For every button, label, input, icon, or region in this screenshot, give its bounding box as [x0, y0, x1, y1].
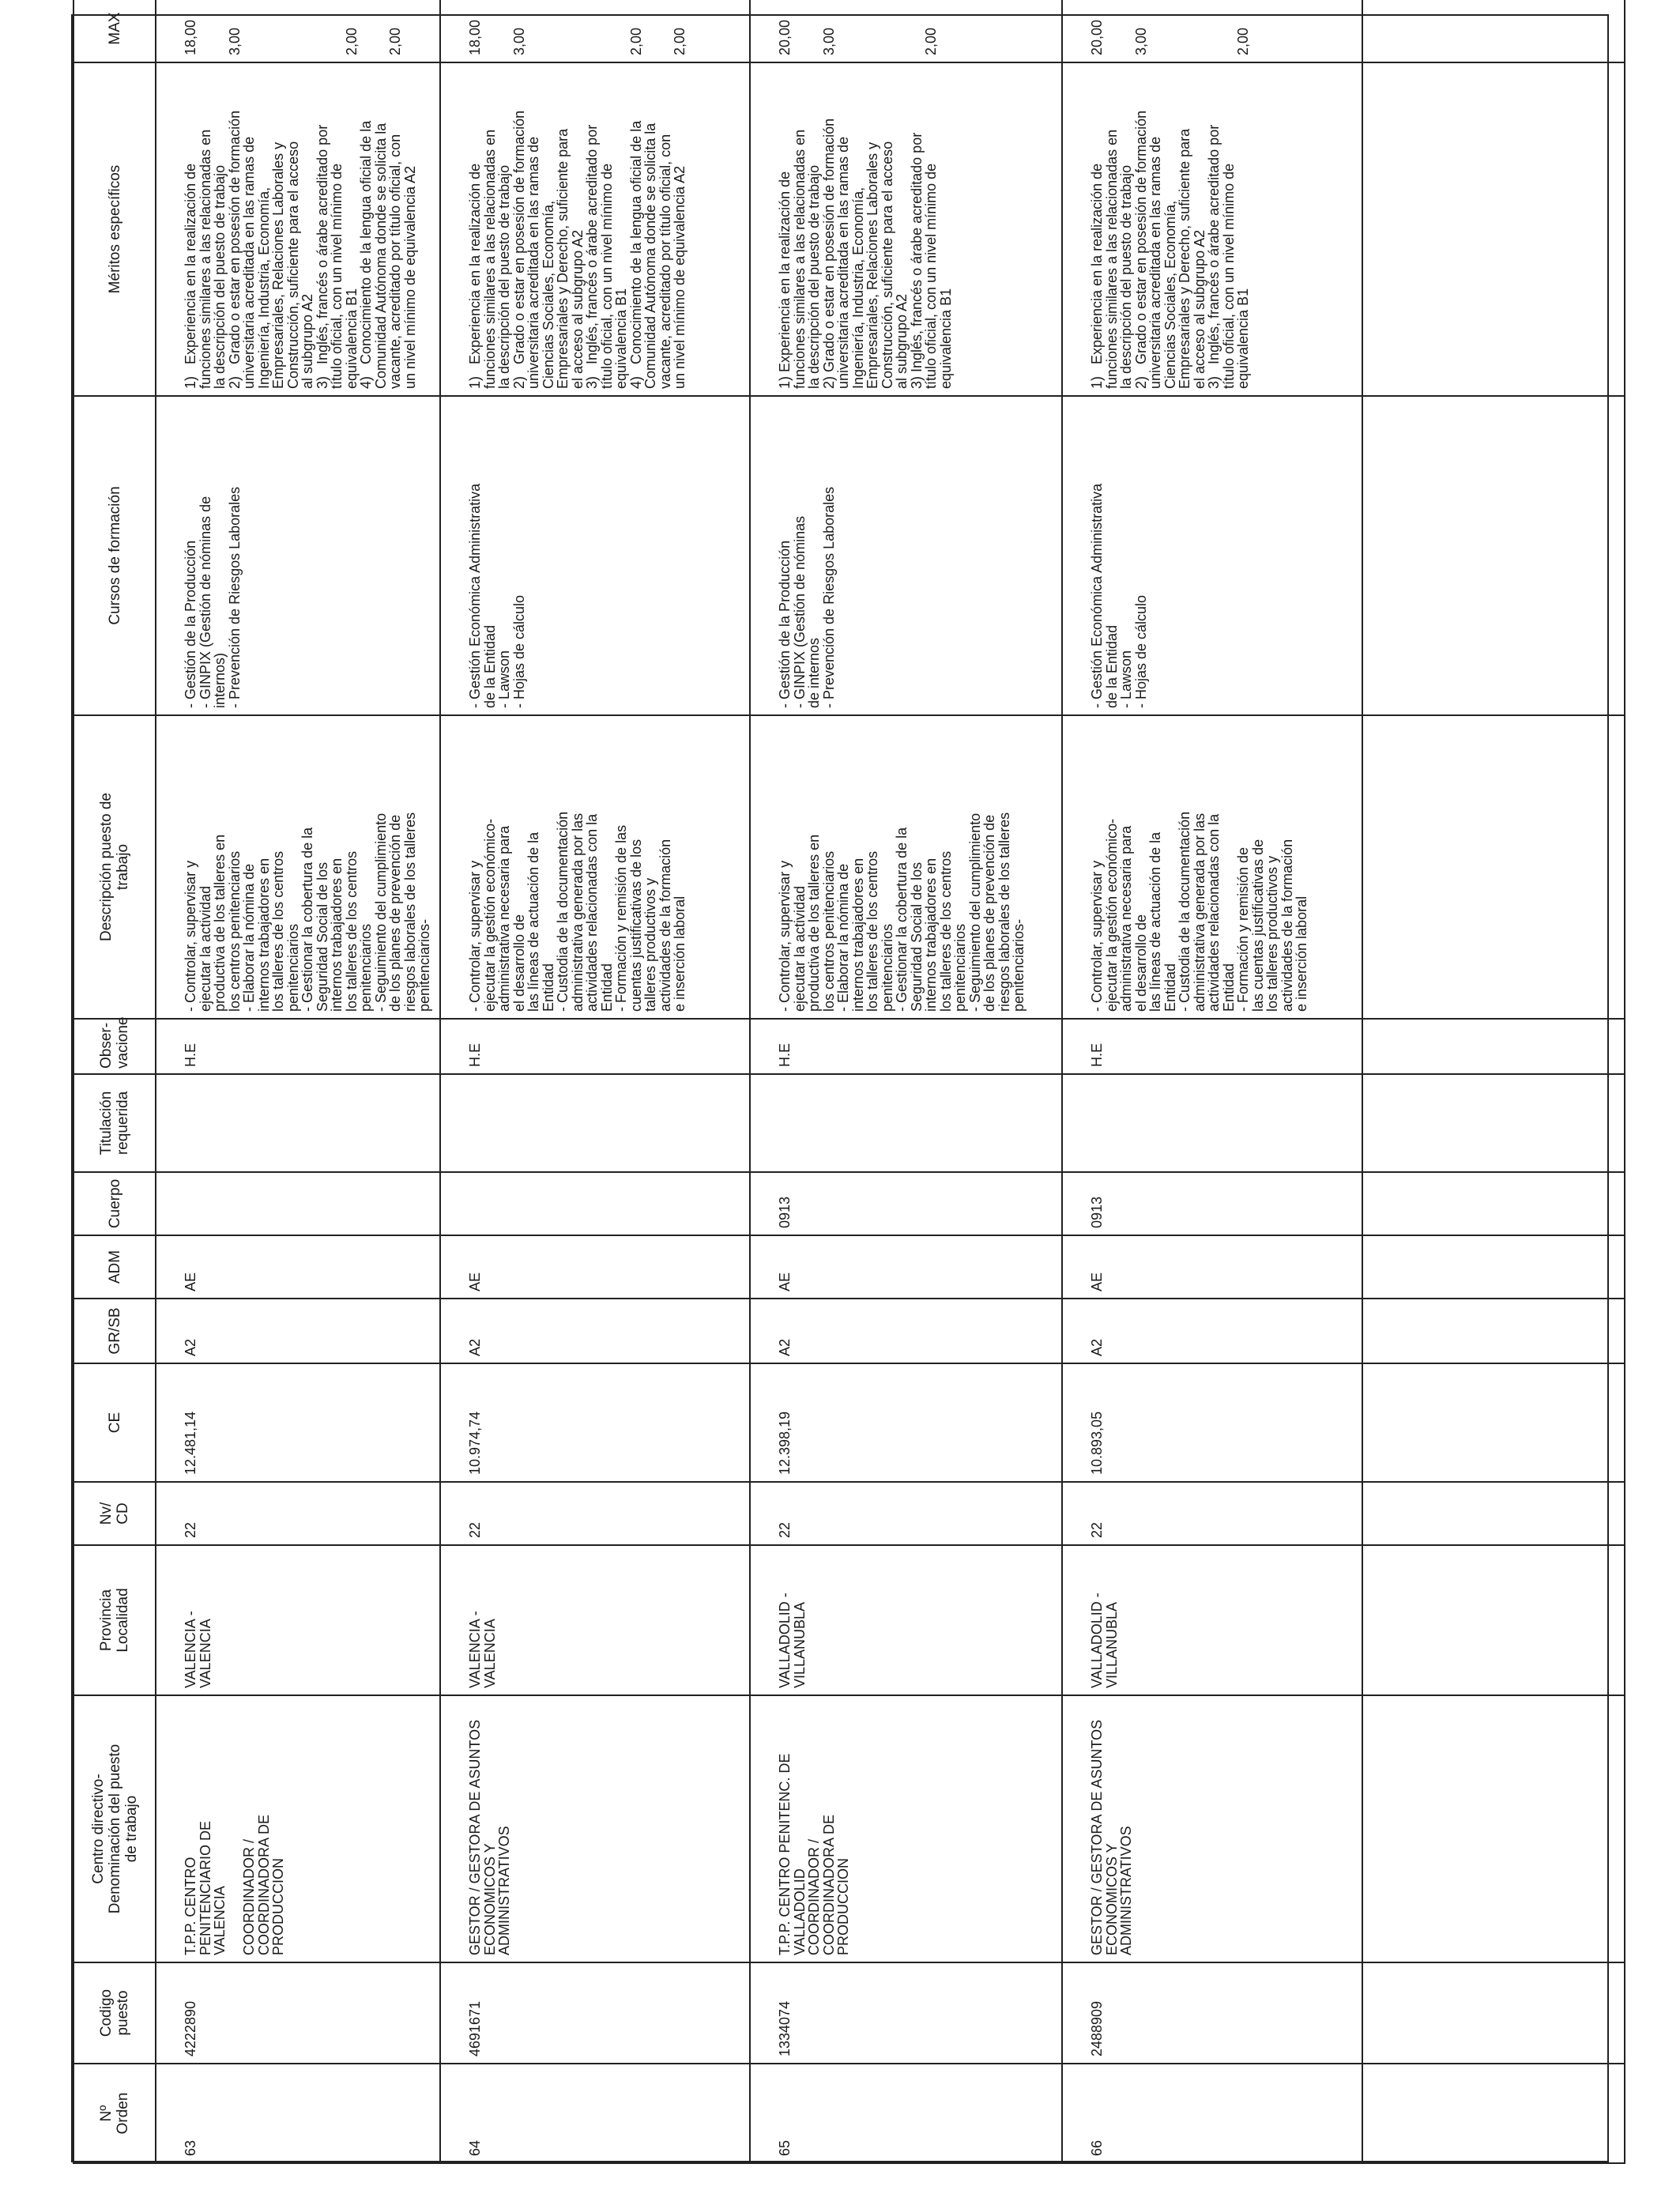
max-spacer	[483, 2, 512, 55]
cell-nv	[440, 1482, 750, 1545]
adm-text: AE	[183, 1272, 198, 1291]
cell-grsb	[440, 1299, 750, 1363]
cursos-text: - Gestión de la Producción - GINPIX (Gestión de nóminas de internos) - Prevención de Riesgos Laborales	[183, 486, 243, 708]
header-meritos: Méritos específicos	[73, 62, 156, 396]
max-value: 20,00	[777, 19, 793, 55]
adm-text: AE	[777, 1272, 793, 1291]
max-spacer	[359, 2, 388, 55]
max-value: 2,00	[1235, 27, 1251, 55]
ce-text: 10.974,74	[467, 1411, 483, 1475]
descripcion-text: - Controlar, supervisar y ejecutar la actividad productiva de los talleres en los centros penitenciarios - Elaborar la nómina de internos trabajadores en los talleres de los centros penitenciarios - Gestionar la cobertura de la Seguridad Social de los internos trabajadores en los talleres de los centros penitenciarios - Seguimiento del cumplimiento de los planes de prevención de riesgos laborales de los talleres penitenciarios-	[183, 812, 432, 1012]
grsb-text: A2	[777, 1338, 793, 1356]
cell-centro	[750, 1695, 1062, 1962]
provincia-text: VALENCIA - VALENCIA	[183, 1611, 213, 1688]
cell-ce	[440, 1363, 750, 1482]
adm-text: AE	[1089, 1272, 1105, 1291]
centro-text: T.P.P. CENTRO PENITENC. DE VALLADOLID COORDINADOR / COORDINADORA DE PRODUCCION	[777, 1753, 851, 1955]
header-titulacion: Titulación requerida	[73, 1074, 156, 1172]
cell-provincia	[440, 1545, 750, 1695]
header-max: MAX	[73, 0, 156, 62]
cell-descripcion	[440, 715, 750, 1019]
max-value: 2,00	[343, 27, 360, 55]
ce-text: 12.398,19	[777, 1411, 793, 1475]
cell-observaciones	[750, 1019, 1062, 1074]
max-value: 18,00	[467, 19, 483, 55]
cell-provincia	[156, 1545, 440, 1695]
meritos-text: 1) Experiencia en la realización de funciones similares a las relacionadas en la descripción del puesto de trabajo 2) Grado o estar en posesión de formación universitaria acreditada en las ramas de Ciencias Sociales, Economía, Empresariales y Derecho, suficiente para el acceso al subgrupo A2 3) Inglés, francés o árabe acreditado por título oficial, con un nivel mínimo de equivalencia B1	[1089, 110, 1251, 389]
header-adm: ADM	[73, 1235, 156, 1299]
empty-cell	[1362, 1363, 1625, 1482]
cell-meritos	[156, 62, 440, 396]
empty-cell	[1362, 396, 1625, 715]
cell-titulacion	[440, 1074, 750, 1172]
max-spacer	[793, 2, 822, 55]
empty-cell	[1362, 1962, 1625, 2064]
cell-titulacion	[156, 1074, 440, 1172]
cell-adm	[156, 1235, 440, 1299]
max-spacer	[198, 2, 228, 55]
empty-cell	[1362, 1482, 1625, 1545]
header-centro: Centro directivo- Denominación del puesto de trabajo	[73, 1695, 156, 1962]
cell-codigo	[750, 1962, 1062, 2064]
max-value: 3,00	[1132, 27, 1149, 55]
cell-ce	[750, 1363, 1062, 1482]
cell-titulacion	[750, 1074, 1062, 1172]
meritos-text: 1) Experiencia en la realización de funciones similares a las relacionadas en la descripción del puesto de trabajo 2) Grado o estar en posesión de formación universitaria acreditada en las ramas de Ingeniería, Industria, Economía, Empresariales, Relaciones Laborales y Construcción, suficiente para el acceso al subgrupo A2 3) Inglés, francés o árabe acreditado por título oficial, con un nivel mínimo de equivalencia B1	[777, 118, 954, 389]
header-orden: Nº Orden	[73, 2064, 156, 2163]
max-value: 2,00	[627, 27, 644, 55]
empty-cell	[1362, 0, 1625, 62]
cell-descripcion	[750, 715, 1062, 1019]
table-row	[1062, 0, 1362, 2163]
cuerpo-text: 0913	[777, 1196, 793, 1228]
cell-orden	[1062, 2064, 1362, 2163]
descripcion-text: - Controlar, supervisar y ejecutar la gestión económico- administrativa necesaria para el desarrollo de las líneas de actuación de la Entidad - Custodia de la documentación administrativa generada por las actividades relacionadas con la Entidad - Formación y remisión de las cuentas justificativas de los talleres productivos y actividades de la formación e inserción laboral	[467, 811, 687, 1012]
observaciones-text: H.E	[183, 1042, 198, 1067]
cell-cuerpo	[440, 1172, 750, 1235]
cell-max	[440, 0, 750, 62]
cell-centro	[440, 1695, 750, 1962]
cell-meritos	[1062, 62, 1362, 396]
empty-cell	[1362, 2064, 1625, 2163]
cell-orden	[440, 2064, 750, 2163]
cell-cuerpo	[156, 1172, 440, 1235]
cell-cursos	[440, 396, 750, 715]
orden-text: 64	[467, 2139, 483, 2156]
header-nv: Nv/ CD	[73, 1482, 156, 1545]
cell-ce	[156, 1363, 440, 1482]
empty-cell	[1362, 1235, 1625, 1299]
cell-observaciones	[156, 1019, 440, 1074]
observaciones-text: H.E	[1089, 1042, 1105, 1067]
empty-cell	[1362, 1545, 1625, 1695]
header-grsb: GR/SB	[73, 1299, 156, 1363]
cell-descripcion	[1062, 715, 1362, 1019]
centro-text: GESTOR / GESTORA DE ASUNTOS ECONOMICOS Y ADMINISTRATIVOS	[1089, 1719, 1134, 1955]
cursos-text: - Gestión Económica Administrativa de la Entidad - Lawson - Hojas de cálculo	[1089, 483, 1149, 708]
codigo-text: 2488909	[1089, 2000, 1105, 2056]
empty-cell	[1362, 62, 1625, 396]
cuerpo-text: 0913	[1089, 1196, 1105, 1228]
cell-titulacion	[1062, 1074, 1362, 1172]
cell-orden	[156, 2064, 440, 2163]
adm-text: AE	[467, 1272, 483, 1291]
cell-provincia	[750, 1545, 1062, 1695]
header-descripcion: Descripción puesto de trabajo	[73, 715, 156, 1019]
cell-cursos	[1062, 396, 1362, 715]
empty-cell	[1362, 1019, 1625, 1074]
cell-codigo	[440, 1962, 750, 2064]
nv-text: 22	[777, 1521, 793, 1538]
max-value: 3,00	[510, 27, 527, 55]
cell-cuerpo	[750, 1172, 1062, 1235]
document-page	[71, 14, 1609, 2162]
grsb-text: A2	[183, 1338, 198, 1356]
nv-text: 22	[467, 1521, 483, 1538]
cell-provincia	[1062, 1545, 1362, 1695]
max-spacer	[526, 2, 629, 55]
cell-ce	[1062, 1363, 1362, 1482]
ce-text: 12.481,14	[183, 1411, 198, 1475]
cell-observaciones	[1062, 1019, 1362, 1074]
empty-cell	[1362, 1299, 1625, 1363]
descripcion-text: - Controlar, supervisar y ejecutar la gestión económico- administrativa necesaria para el desarrollo de las líneas de actuación de la Entidad - Custodia de la documentación administrativa generada por las actividades relacionadas con la Entidad - Formación y remisión de las cuentas justificativas de los talleres productivos y actividades de la formación e inserción laboral	[1089, 811, 1309, 1012]
cell-cursos	[156, 396, 440, 715]
cell-observaciones	[440, 1019, 750, 1074]
descripcion-text: - Controlar, supervisar y ejecutar la actividad productiva de los talleres en los centros penitenciarios - Elaborar la nómina de internos trabajadores en los talleres de los centros penitenciarios - Gestionar la cobertura de la Seguridad Social de los internos trabajadores en los talleres de los centros penitenciarios - Seguimiento del cumplimiento de los planes de prevención de riesgos laborales de los talleres penitenciarios-	[777, 812, 1026, 1012]
empty-cell	[1362, 715, 1625, 1019]
cell-meritos	[440, 62, 750, 396]
header-row	[73, 0, 156, 2163]
header-cursos: Cursos de formación	[73, 396, 156, 715]
header-cuerpo: Cuerpo	[73, 1172, 156, 1235]
cell-max	[156, 0, 440, 62]
table-row	[156, 0, 440, 2163]
grsb-text: A2	[1089, 1338, 1105, 1356]
cell-centro	[1062, 1695, 1362, 1962]
cell-grsb	[750, 1299, 1062, 1363]
nv-text: 22	[1089, 1521, 1105, 1538]
orden-text: 65	[777, 2139, 793, 2156]
observaciones-text: H.E	[467, 1042, 483, 1067]
codigo-text: 4691671	[467, 2000, 483, 2056]
provincia-text: VALENCIA - VALENCIA	[467, 1611, 498, 1688]
empty-row	[1362, 0, 1625, 2163]
cell-adm	[1062, 1235, 1362, 1299]
cursos-text: - Gestión de la Producción - GINPIX (Gestión de nóminas de internos - Prevención de Riesgos Laborales	[777, 486, 837, 708]
max-value: 3,00	[226, 27, 243, 55]
max-spacer	[242, 2, 345, 55]
centro-text: T.P.P. CENTRO PENITENCIARIO DE VALENCIA COORDINADOR / COORDINADORA DE PRODUCCION	[183, 1814, 286, 1955]
max-value: 20,00	[1089, 19, 1105, 55]
cell-grsb	[1062, 1299, 1362, 1363]
header-codigo: Codigo puesto	[73, 1962, 156, 2064]
cell-adm	[440, 1235, 750, 1299]
meritos-text: 1) Experiencia en la realización de funciones similares a las relacionadas en la descripción del puesto de trabajo 2) Grado o estar en posesión de formación universitaria acreditada en las ramas de Ingeniería, Industria, Economía, Empresariales, Relaciones Laborales y Construcción, suficiente para el acceso al subgrupo A2 3) Inglés, francés o árabe acreditado por título oficial, con un nivel mínimo de equivalencia B1 4) Conocimiento de la lengua oficial de la Comunidad Autónoma donde se solicita la vacante, acreditado por título oficial, con un nivel mínimo de equivalencia A2	[183, 110, 418, 389]
rotated-table-container	[73, 12, 1610, 2164]
cell-orden	[750, 2064, 1062, 2163]
cell-centro	[156, 1695, 440, 1962]
cell-descripcion	[156, 715, 440, 1019]
empty-cell	[1362, 1074, 1625, 1172]
header-observaciones: Obser- vacione	[73, 1019, 156, 1074]
table-row	[440, 0, 750, 2163]
job-positions-table	[73, 0, 1625, 2164]
cell-cuerpo	[1062, 1172, 1362, 1235]
cell-max	[1062, 0, 1362, 62]
cursos-text: - Gestión Económica Administrativa de la Entidad - Lawson - Hojas de cálculo	[467, 483, 527, 708]
max-spacer	[1105, 2, 1134, 55]
max-spacer	[1148, 2, 1236, 55]
cell-codigo	[1062, 1962, 1362, 2064]
max-spacer	[836, 2, 924, 55]
grsb-text: A2	[467, 1338, 483, 1356]
cell-cursos	[750, 396, 1062, 715]
centro-text: GESTOR / GESTORA DE ASUNTOS ECONOMICOS Y ADMINISTRATIVOS	[467, 1719, 512, 1955]
codigo-text: 1334074	[777, 2000, 793, 2056]
observaciones-text: H.E	[777, 1042, 793, 1067]
orden-text: 66	[1089, 2139, 1105, 2156]
header-ce: CE	[73, 1363, 156, 1482]
cell-nv	[750, 1482, 1062, 1545]
cell-codigo	[156, 1962, 440, 2064]
max-value: 3,00	[820, 27, 837, 55]
orden-text: 63	[183, 2139, 198, 2156]
table-body	[156, 0, 1625, 2163]
empty-cell	[1362, 1172, 1625, 1235]
empty-cell	[1362, 1695, 1625, 1962]
max-spacer	[643, 2, 672, 55]
table-row	[750, 0, 1062, 2163]
meritos-text: 1) Experiencia en la realización de funciones similares a las relacionadas en la descripción del puesto de trabajo 2) Grado o estar en posesión de formación universitaria acreditada en las ramas de Ciencias Sociales, Economía, Empresariales y Derecho, suficiente para el acceso al subgrupo A2 3) Inglés, francés o árabe acreditado por título oficial, con un nivel mínimo de equivalencia B1 4) Conocimiento de la lengua oficial de la Comunidad Autónoma donde se solicita la vacante, acreditado por título oficial, con un nivel mínimo de equivalencia A2	[467, 110, 687, 389]
max-value: 2,00	[672, 27, 687, 55]
cell-grsb	[156, 1299, 440, 1363]
header-provincia: Provincia Localidad	[73, 1545, 156, 1695]
provincia-text: VALLADOLID - VILLANUBLA	[777, 1593, 808, 1688]
ce-text: 10.893,05	[1089, 1411, 1105, 1475]
max-value: 2,00	[923, 27, 939, 55]
cell-meritos	[750, 62, 1062, 396]
cell-max	[750, 0, 1062, 62]
max-value: 18,00	[183, 19, 198, 55]
cell-adm	[750, 1235, 1062, 1299]
cell-nv	[156, 1482, 440, 1545]
nv-text: 22	[183, 1521, 198, 1538]
max-value: 2,00	[387, 27, 403, 55]
codigo-text: 4222890	[183, 2000, 198, 2056]
provincia-text: VALLADOLID - VILLANUBLA	[1089, 1593, 1120, 1688]
cell-nv	[1062, 1482, 1362, 1545]
